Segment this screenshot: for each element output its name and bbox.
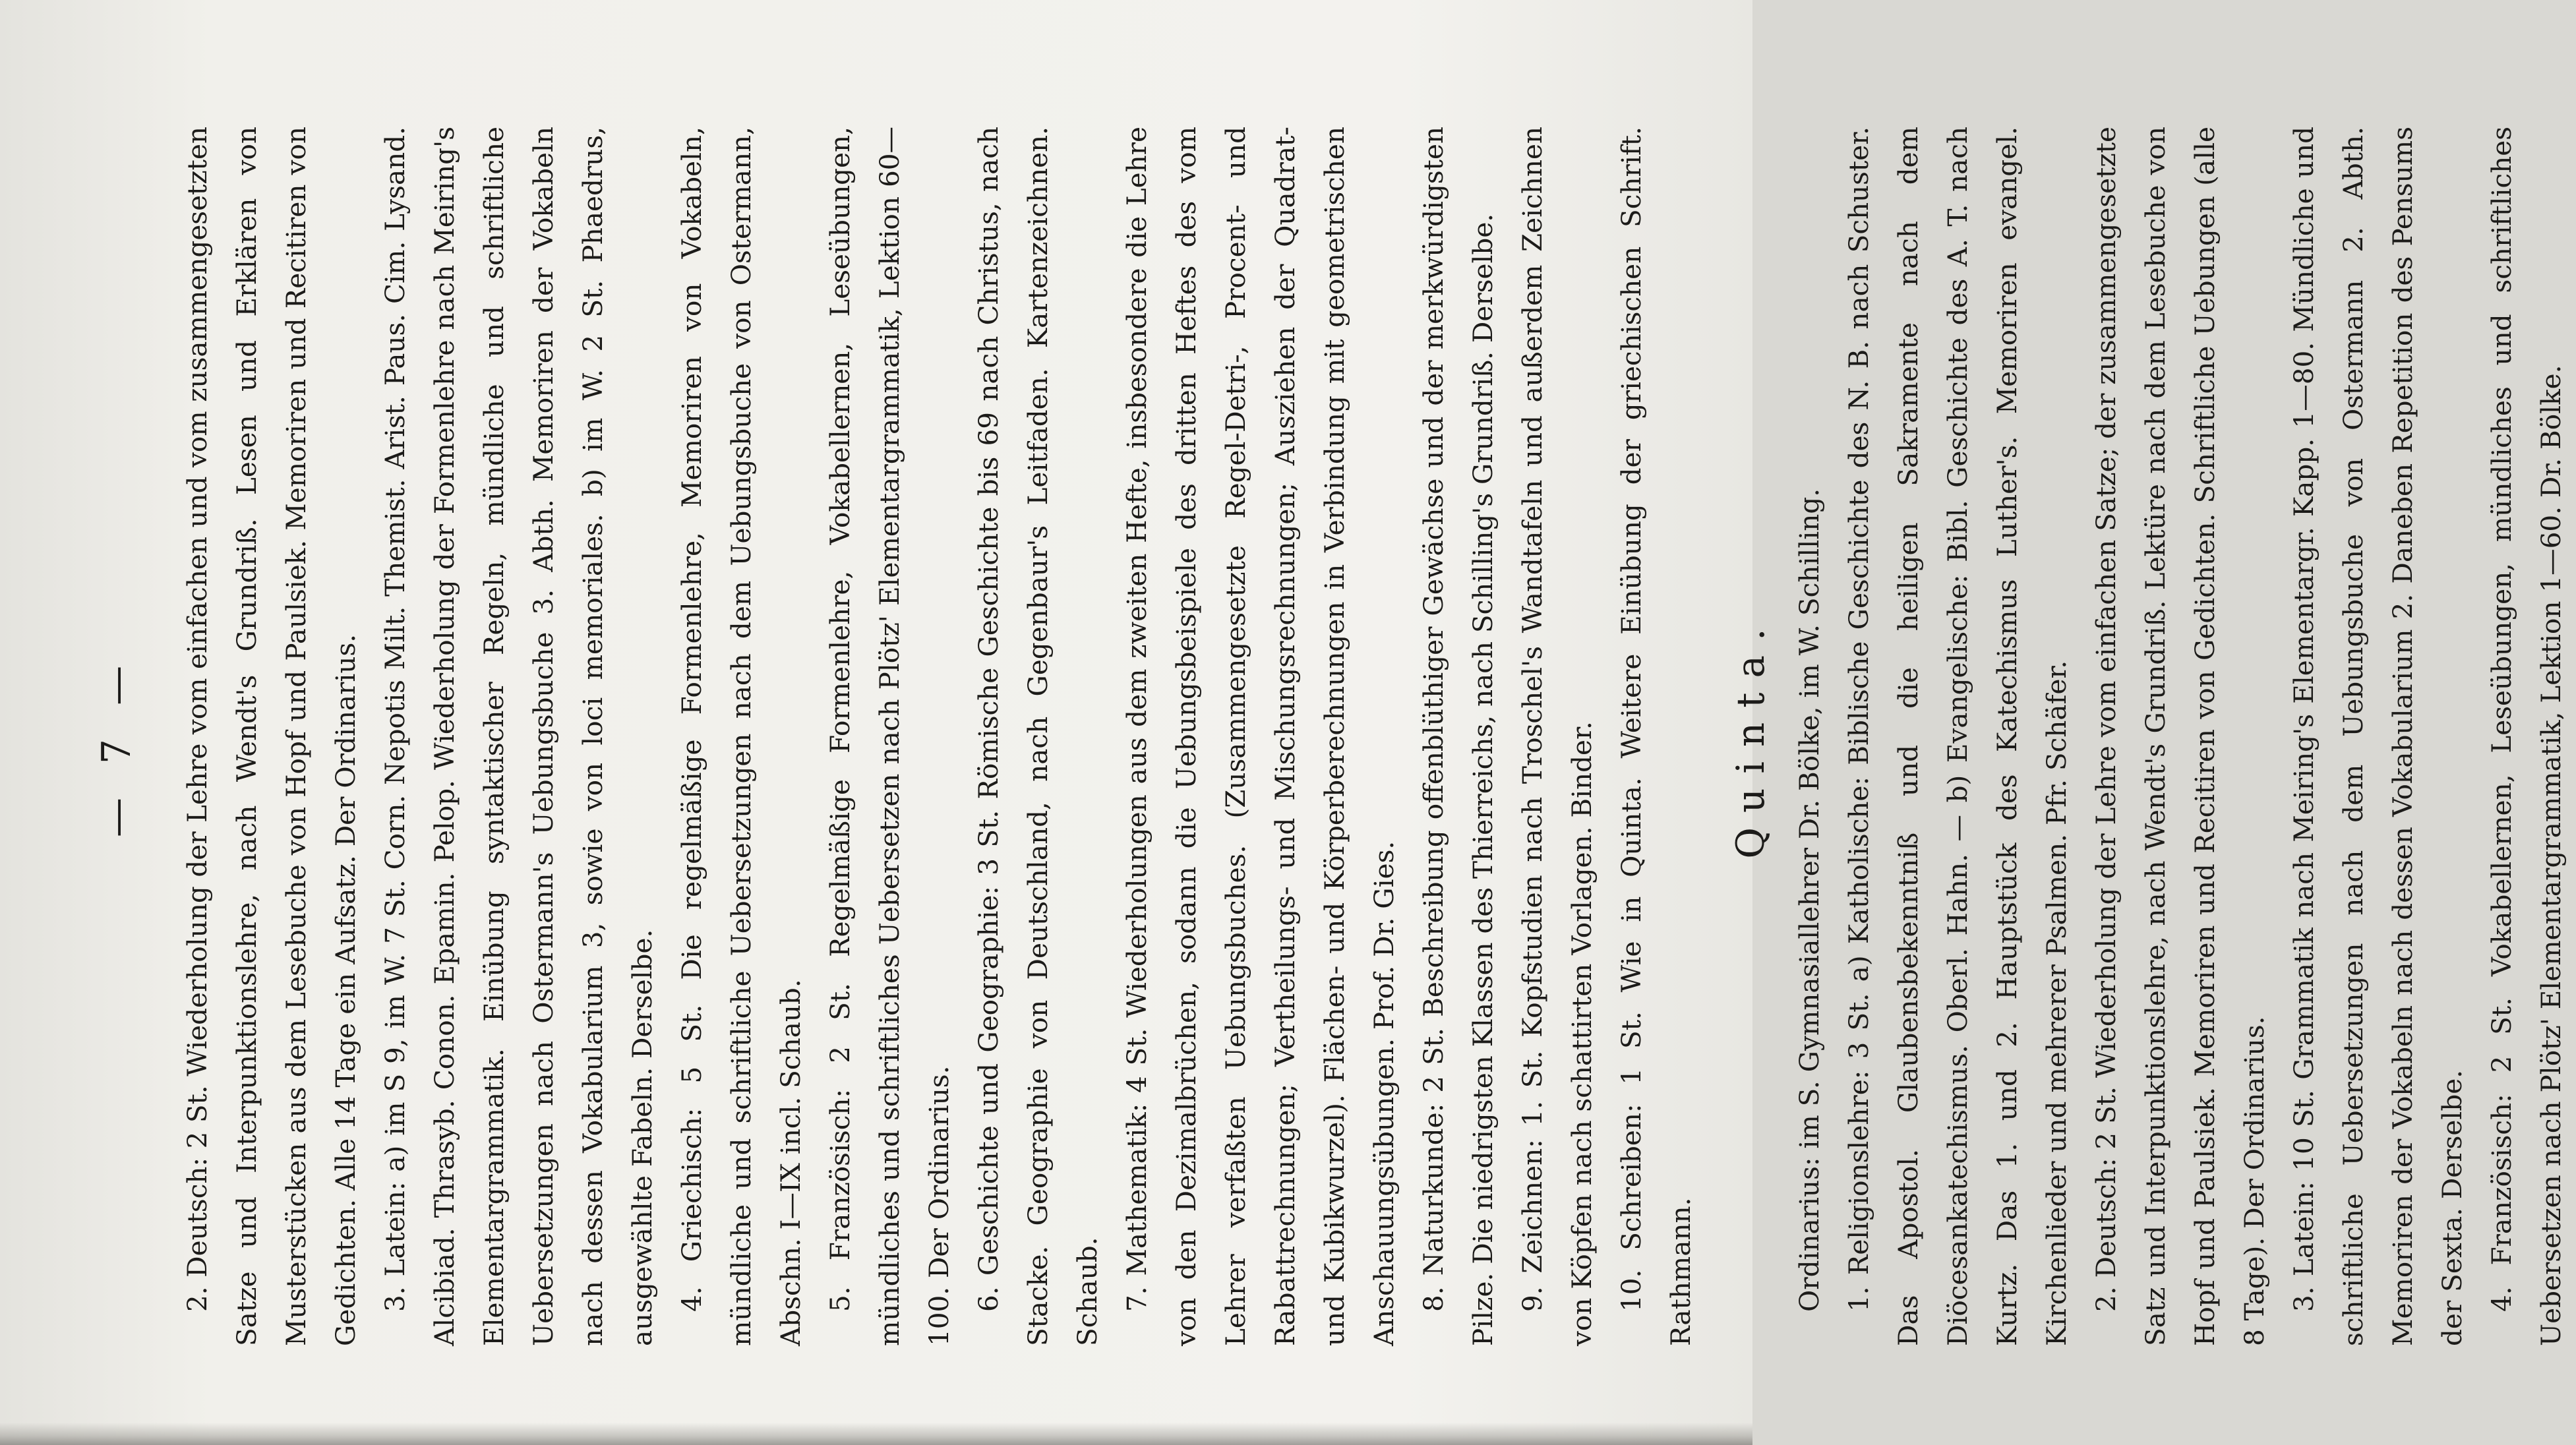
paragraph-griechisch: 4. Griechisch: 5 St. Die regelmäßige Formenlehre, Memoriren von Vokabeln, mündliche und schriftliche Uebersetzungen nach dem Uebungsbuche von Ostermann, Abschn. I—IX incl. Schaub. bbox=[676, 127, 806, 1346]
paragraph-franzoesisch-quinta: 4. Französisch: 2 St. Vokabellernen, Leseübungen, mündliches und schriftliches Uebersetzen nach Plötz' Elementargrammatik, Lektion 1—60. Dr. Bölke. bbox=[2486, 127, 2567, 1346]
section-title-quinta: Quinta. bbox=[1728, 614, 1773, 859]
page-body bbox=[173, 127, 2576, 1346]
paragraph-mathematik: 7. Mathematik: 4 St. Wiederholungen aus dem zweiten Hefte, insbesondere die Lehre von den Dezimalbrüchen, sodann die Uebungsbeispiele des dritten Heftes des vom Lehrer verfaßten Uebungsbuches. (Zusammengesetzte Regel-Detri-, Procent- und Rabattrechnungen; Vertheilungs- und Mischungsrechnungen; Ausziehen der Quadrat- und Kubikwurzel). Flächen- und Körperberechnungen in Verbindung mit geometrischen Anschauungsübungen. Prof. Dr. Gies. bbox=[1121, 127, 1400, 1346]
rotated-page bbox=[94, 100, 2567, 1392]
paragraph-religionslehre: 1. Religionslehre: 3 St. a) Katholische: Biblische Geschichte des N. B. nach Schuster. Das Apostol. Glaubensbekenntniß und die heiligen Sakramente nach dem Diöcesankatechismus. Oberl. Hahn. — b) Evangelische: Bibl. Geschichte des A. T. nach Kurtz. Das 1. und 2. Hauptstück des Katechismus Luther's. Memoriren evangel. Kirchenlieder und mehrerer Psalmen. Pfr. Schäfer. bbox=[1843, 127, 2072, 1346]
paragraph-deutsch-sexta: 2. Deutsch: 2 St. Wiederholung der Lehre vom einfachen und vom zusammengesetzten Satze und Interpunktionslehre, nach Wendt's Grundriß. Lesen und Erklären von Musterstücken aus dem Lesebuche von Hopf und Paulsiek. Memoriren und Recitiren von Gedichten. Alle 14 Tage ein Aufsatz. Der Ordinarius. bbox=[181, 127, 361, 1346]
paragraph-zeichnen: 9. Zeichnen: 1. St. Kopfstudien nach Troschel's Wandtafeln und außerdem Zeichnen von Köpfen nach schattirten Vorlagen. Binder. bbox=[1516, 127, 1598, 1346]
quinta-ordinarius: Ordinarius: im S. Gymnasiallehrer Dr. Bölke, im W. Schilling. bbox=[1793, 488, 1825, 1312]
page-number-header: — 7 — bbox=[94, 655, 140, 838]
paragraph-geschichte-geographie: 6. Geschichte und Geographie: 3 St. Römische Geschichte bis 69 nach Christus, nach Stacke. Geographie von Deutschland, nach Gegenbaur's Leitfaden. Kartenzeichnen. Schaub. bbox=[973, 127, 1103, 1346]
paragraph-naturkunde: 8. Naturkunde: 2 St. Beschreibung offenblüthiger Gewächse und der merkwürdigsten Pilze. Die niedrigsten Klassen des Thierreichs, nach Schilling's Grundriß. Derselbe. bbox=[1418, 127, 1499, 1346]
paragraph-latein-quinta: 3. Latein: 10 St. Grammatik nach Meiring's Elementargr. Kapp. 1—80. Mündliche und schriftliche Uebersetzungen nach dem Uebungsbuche von Ostermann 2. Abth. Memoriren der Vokabeln nach dessen Vokabularium 2. Daneben Repetition des Pensums der Sexta. Derselbe. bbox=[2288, 127, 2468, 1346]
paragraph-franzoesisch-sexta: 5. Französisch: 2 St. Regelmäßige Formenlehre, Vokabellernen, Leseübungen, mündliches und schriftliches Uebersetzen nach Plötz' Elementargrammatik, Lektion 60—100. Der Ordinarius. bbox=[824, 127, 955, 1346]
scan-edge-shadow bbox=[0, 1423, 1752, 1445]
paragraph-schreiben: 10. Schreiben: 1 St. Wie in Quinta. Weitere Einübung der griechischen Schrift. Rathmann. bbox=[1615, 127, 1696, 1346]
paragraph-latein-sexta: 3. Latein: a) im S 9, im W. 7 St. Corn. Nepotis Milt. Themist. Arist. Paus. Cim. Lysand. Alcibiad. Thrasyb. Conon. Epamin. Pelop. Wiederholung der Formenlehre nach Meiring's Elementargrammatik. Einübung syntaktischer Regeln, mündliche und schriftliche Uebersetzungen nach Ostermann's Uebungsbuche 3. Abth. Memoriren der Vokabeln nach dessen Vokabularium 3, sowie von loci memoriales. b) im W. 2 St. Phaedrus, ausgewählte Fabeln. Derselbe. bbox=[379, 127, 658, 1346]
paragraph-deutsch-quinta: 2. Deutsch: 2 St. Wiederholung der Lehre vom einfachen Satze; der zusammengesetzte Satz und Interpunktionslehre, nach Wendt's Grundriß. Lektüre nach dem Lesebuche von Hopf und Paulsiek. Memoriren und Recitiren von Gedichten. Schriftliche Uebungen (alle 8 Tage). Der Ordinarius. bbox=[2090, 127, 2270, 1346]
